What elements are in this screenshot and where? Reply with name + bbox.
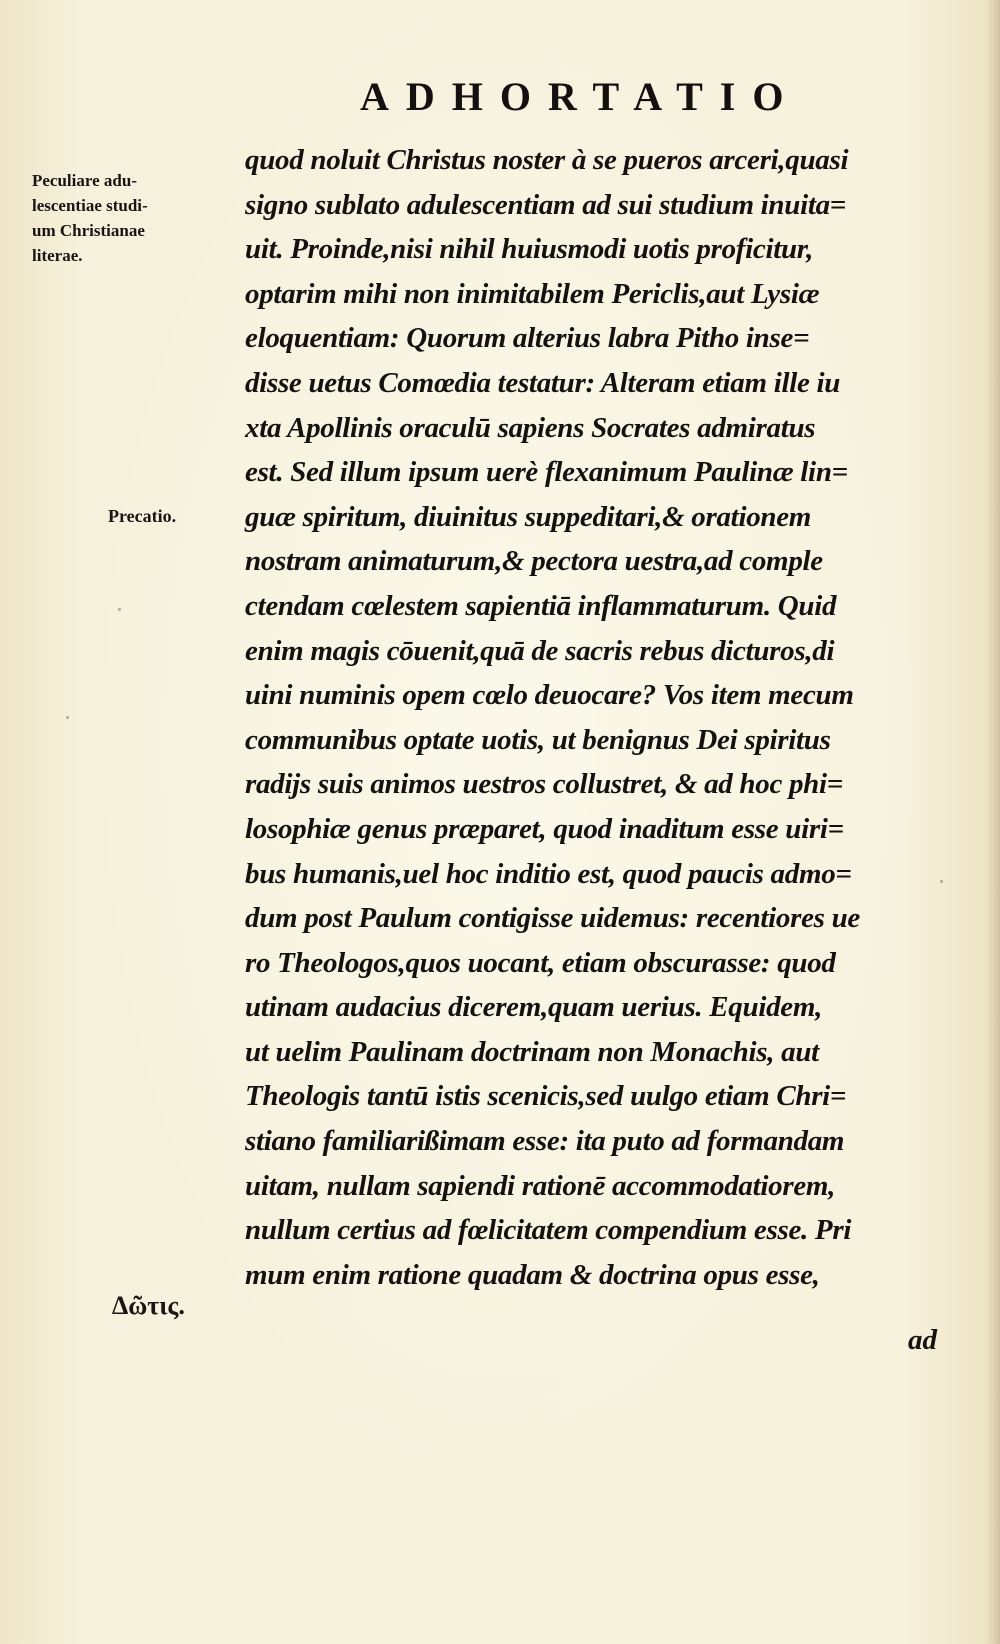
text-line: ro Theologos,quos uocant, etiam obscurasse: quod bbox=[245, 946, 836, 979]
marginal-note-line: um Christianae bbox=[32, 221, 145, 240]
paper-speck bbox=[940, 880, 943, 883]
text-line: ctendam cœlestem sapientiā inflammaturum. Quid bbox=[245, 589, 837, 622]
text-line: stiano familiarißimam esse: ita puto ad formandam bbox=[245, 1125, 845, 1158]
text-line: communibus optate uotis, ut benignus Dei spiritus bbox=[245, 723, 831, 756]
text-line: uini numinis opem cœlo deuocare? Vos item mecum bbox=[245, 679, 854, 712]
page-edge-shadow bbox=[986, 0, 1000, 1644]
body-text bbox=[245, 138, 945, 1297]
text-line: mum enim ratione quadam & doctrina opus esse, bbox=[245, 1258, 820, 1291]
text-line: losophiæ genus præparet, quod inaditum esse uiri= bbox=[245, 812, 844, 845]
running-head: ADHORTATIO bbox=[360, 74, 801, 119]
catchword: ad bbox=[908, 1324, 937, 1356]
text-line: xta Apollinis oraculū sapiens Socrates admiratus bbox=[245, 411, 816, 444]
text-line: disse uetus Comœdia testatur: Alteram etiam ille iu bbox=[245, 366, 841, 399]
text-line: uit. Proinde,nisi nihil huiusmodi uotis proficitur, bbox=[245, 233, 814, 266]
paper-speck bbox=[118, 608, 121, 611]
text-line: optarim mihi non inimitabilem Periclis,aut Lysiæ bbox=[245, 277, 820, 310]
marginal-note-precatio bbox=[108, 504, 176, 528]
text-line: quod noluit Christus noster à se pueros arceri,quasi bbox=[245, 144, 849, 176]
marginal-note-line: literae. bbox=[32, 246, 83, 265]
text-line: eloquentiam: Quorum alterius labra Pitho inse= bbox=[245, 322, 810, 355]
text-line: nullum certius ad fœlicitatem compendium esse. Pri bbox=[245, 1214, 852, 1247]
paper-speck bbox=[66, 716, 69, 719]
text-line: uitam, nullam sapiendi rationē accommodatiorem, bbox=[245, 1169, 836, 1202]
text-line: Theologis tantū istis scenicis,sed uulgo etiam Chri= bbox=[245, 1080, 847, 1113]
text-line: ut uelim Paulinam doctrinam non Monachis, aut bbox=[245, 1035, 819, 1068]
text-line: utinam audacius dicerem,quam uerius. Equidem, bbox=[245, 991, 823, 1024]
marginal-note-greek bbox=[112, 1290, 185, 1322]
marginal-note-line: Peculiare adu- bbox=[32, 171, 137, 190]
marginal-note-line: lescentiae studi- bbox=[32, 196, 148, 215]
text-line: dum post Paulum contigisse uidemus: recentiores ue bbox=[245, 902, 861, 935]
text-line: nostram animaturum,& pectora uestra,ad comple bbox=[245, 545, 823, 578]
text-line: enim magis cōuenit,quā de sacris rebus dicturos,di bbox=[245, 634, 835, 667]
marginal-note-studium bbox=[32, 168, 148, 268]
text-line: bus humanis,uel hoc inditio est, quod paucis admo= bbox=[245, 857, 852, 890]
marginal-note-line: Δῶτις. bbox=[112, 1291, 185, 1320]
text-line: radijs suis animos uestros collustret, & ad hoc phi= bbox=[245, 768, 843, 801]
text-line: est. Sed illum ipsum uerè flexanimum Paulinæ lin= bbox=[245, 456, 848, 489]
text-line: signo sublato adulescentiam ad sui studium inuita= bbox=[245, 188, 847, 221]
marginal-note-line: Precatio. bbox=[108, 506, 177, 526]
text-line: guæ spiritum, diuinitus suppeditari,& orationem bbox=[245, 500, 812, 533]
